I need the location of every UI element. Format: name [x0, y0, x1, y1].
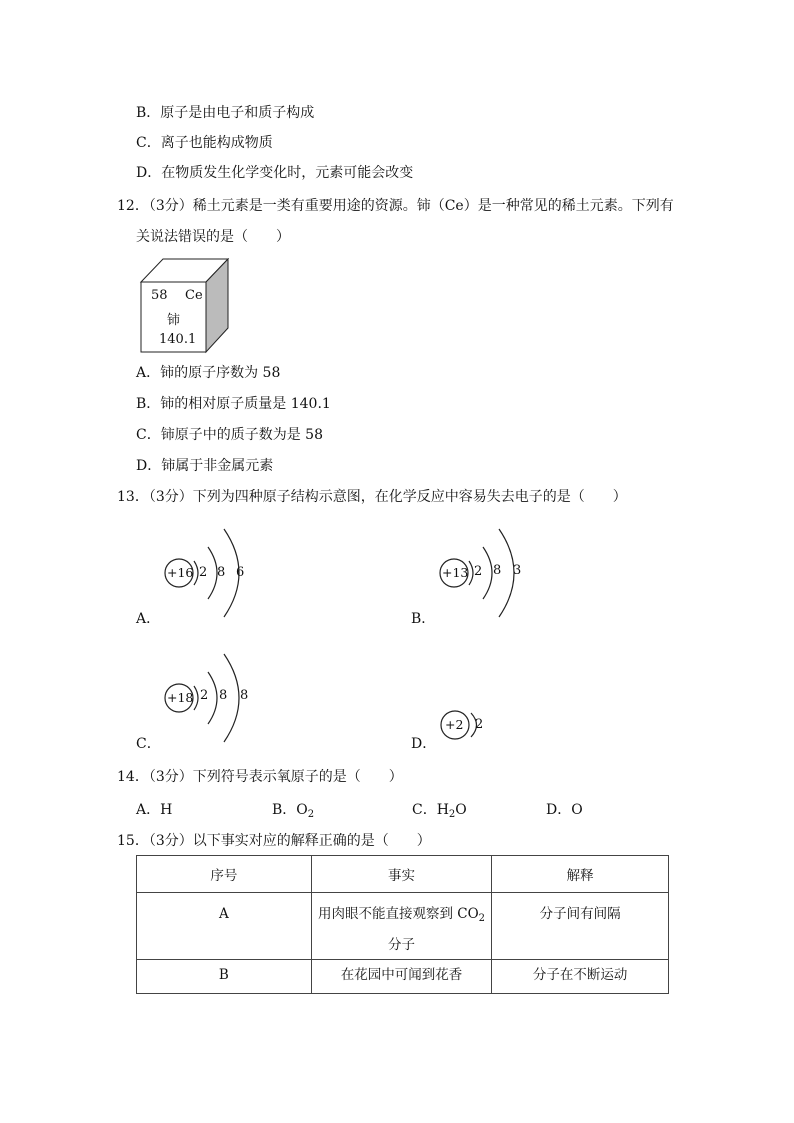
element-atomic-number: 58 [151, 288, 168, 303]
table-header-fact: 事实 [311, 856, 492, 893]
atom-a-shell-3: 6 [236, 565, 245, 580]
table-cell-id: B [137, 960, 312, 994]
q13-option-a-label: A． [136, 611, 161, 627]
table-cell-explanation: 分子在不断运动 [492, 960, 669, 994]
q13-option-d-label: D． [411, 736, 437, 752]
table-cell-explanation: 分子间有间隔 [492, 893, 669, 960]
q15-stem: 15．（3分）以下事实对应的解释正确的是（ ） [117, 833, 431, 849]
atom-d-shell-1: 2 [475, 717, 484, 732]
atom-c-nucleus: +18 [167, 690, 194, 705]
element-symbol: Ce [185, 288, 203, 303]
q12-option-a: A．铈的原子序数为 58 [136, 365, 281, 381]
q14-option-c: C．$H_2O$ [412, 802, 467, 820]
atom-a-shell-1: 2 [199, 565, 208, 580]
atom-b-shell-1: 2 [474, 564, 483, 579]
q14-option-a: A．H [136, 802, 173, 818]
atom-a-nucleus: +16 [167, 565, 194, 580]
q12-option-c: C．铈原子中的质子数为是 58 [136, 427, 323, 443]
q13-option-b-label: B． [411, 611, 436, 627]
q12-stem-line2: 关说法错误的是（ ） [136, 229, 290, 245]
q12-option-b: B．铈的相对原子质量是 140.1 [136, 396, 331, 412]
q14-option-d: D．O [546, 802, 583, 818]
table-cell-id: A [137, 893, 312, 960]
atom-c-shell-3: 8 [240, 688, 249, 703]
atom-c-shell-2: 8 [219, 688, 228, 703]
atom-a-shell-2: 8 [217, 565, 226, 580]
table-header-id: 序号 [137, 856, 312, 893]
q14-option-b: B．$O_2$ [272, 802, 315, 820]
q13-stem: 13．（3分）下列为四种原子结构示意图，在化学反应中容易失去电子的是（ ） [117, 489, 627, 505]
element-atomic-mass: 140.1 [159, 332, 197, 347]
table-cell-fact: 用肉眼不能直接观察到 $CO_2$ 分子 [311, 893, 492, 960]
q11-option-c: C．离子也能构成物质 [136, 135, 273, 151]
atom-d-nucleus: +2 [445, 717, 464, 732]
table-header-explanation: 解释 [492, 856, 669, 893]
q13-option-c-label: C． [136, 736, 161, 752]
q12-stem-line1: 12．（3分）稀土元素是一类有重要用途的资源。铈（Ce）是一种常见的稀土元素。下列有 [117, 198, 674, 214]
q12-option-d: D．铈属于非金属元素 [136, 458, 274, 474]
atom-b-shell-2: 8 [493, 563, 502, 578]
table-row [137, 893, 669, 960]
q14-stem: 14．（3分）下列符号表示氧原子的是（ ） [117, 769, 403, 785]
facts-table [136, 855, 669, 994]
table-header-row [137, 856, 669, 893]
table-cell-fact: 在花园中可闻到花香 [311, 960, 492, 994]
q11-option-b: B．原子是由电子和质子构成 [136, 105, 315, 121]
atom-b-nucleus: +13 [442, 565, 469, 580]
table-row [137, 960, 669, 994]
atom-c-shell-1: 2 [200, 688, 209, 703]
atom-b-shell-3: 3 [513, 563, 522, 578]
element-name: 铈 [167, 313, 181, 328]
q11-option-d: D．在物质发生化学变化时，元素可能会改变 [136, 165, 414, 181]
element-card [137, 258, 231, 354]
